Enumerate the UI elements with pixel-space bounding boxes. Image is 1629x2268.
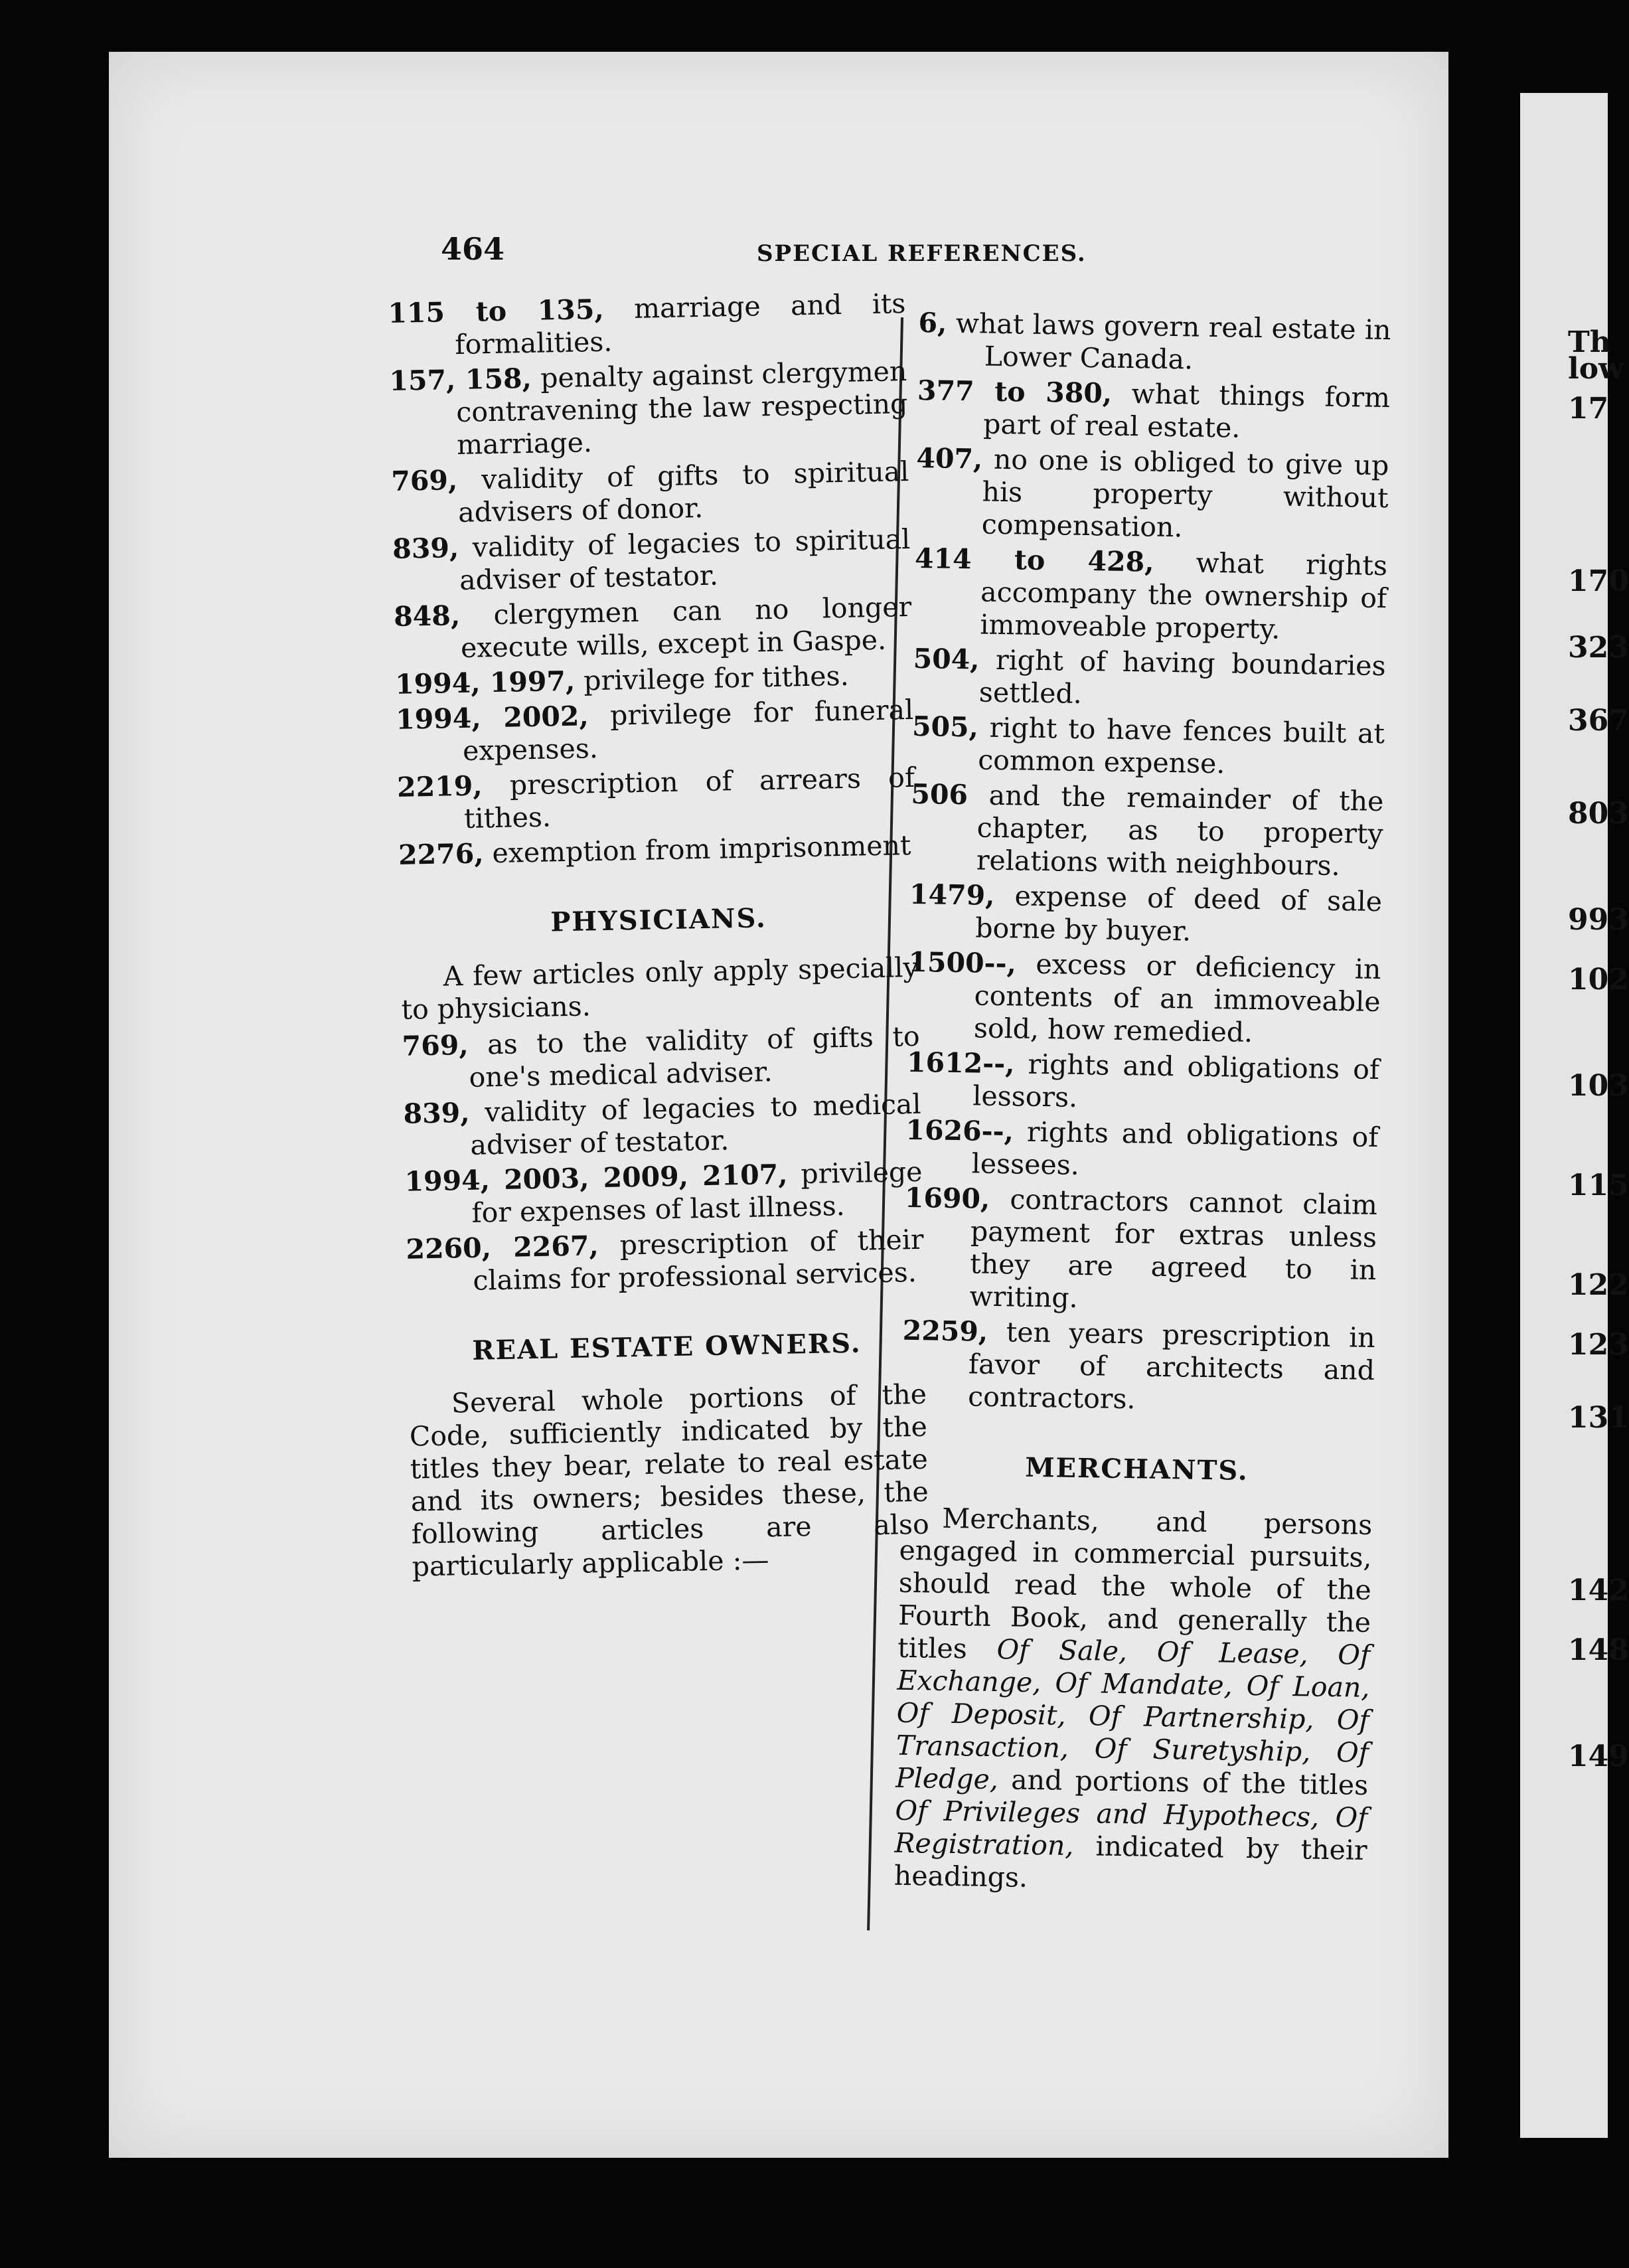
article-number: 848, xyxy=(393,599,461,633)
article-entry xyxy=(397,762,916,837)
article-entry xyxy=(394,591,913,666)
article-number: 407, xyxy=(916,442,983,475)
article-number: 2260, 2267, xyxy=(406,1230,599,1265)
physicians-intro: A few articles only apply specially to physicians. xyxy=(401,951,919,1026)
article-number: 1994, 1997, xyxy=(394,665,576,700)
facing-page-fragment: 367 xyxy=(1568,704,1629,738)
article-description: expense of deed of sale borne by buyer. xyxy=(974,879,1383,947)
article-description: marriage and its formalities. xyxy=(454,287,906,361)
article-entry xyxy=(404,1156,923,1231)
page-number: 464 xyxy=(441,231,505,267)
article-number: 504, xyxy=(913,642,980,676)
facing-page-fragment: 122 xyxy=(1568,1268,1629,1302)
page-header xyxy=(441,231,1105,278)
article-description: validity of gifts to spiritual advisers of donor. xyxy=(457,455,909,529)
facing-page-fragment: Th xyxy=(1568,325,1611,359)
article-entry xyxy=(402,1020,921,1095)
article-description: privilege for funeral expenses. xyxy=(462,693,914,767)
article-number: 769, xyxy=(402,1028,469,1062)
real-estate-intro: Several whole portions of the Code, sufficiently indicated by the titles they bear, relate to real estate and its owners; besides these, the following articles are also particularly applicable :— xyxy=(409,1378,930,1583)
article-description: rights and obligations of lessees. xyxy=(971,1115,1379,1181)
article-entry xyxy=(907,946,1381,1051)
article-entry xyxy=(389,355,909,463)
facing-page-fragment: 142 xyxy=(1568,1574,1629,1607)
left-column xyxy=(388,287,930,1587)
merchants-intro-end: indicated by their headings. xyxy=(893,1830,1367,1894)
article-number: 6, xyxy=(918,307,947,339)
article-description: what rights accompany the ownership of immoveable property. xyxy=(980,546,1388,645)
facing-page-fragment: 323 xyxy=(1568,631,1629,665)
article-number: 115 to 135, xyxy=(388,293,605,329)
running-head: SPECIAL REFERENCES. xyxy=(757,240,1087,267)
article-number: 414 to 428, xyxy=(914,542,1154,578)
article-number: 1500--, xyxy=(908,945,1017,980)
article-entry xyxy=(905,1114,1378,1186)
facing-page-fragment: 131 xyxy=(1568,1401,1629,1435)
facing-page-fragment: 993 xyxy=(1568,903,1629,937)
facing-page-fragment: 149 xyxy=(1568,1740,1629,1773)
article-description: privilege for expenses of last illness. xyxy=(471,1155,923,1229)
article-description: privilege for tithes. xyxy=(574,659,850,697)
article-number: 2259, xyxy=(902,1314,988,1348)
article-entry xyxy=(910,778,1384,883)
article-number: 1994, 2003, 2009, 2107, xyxy=(404,1158,788,1198)
article-description: validity of legacies to medical adviser of testator. xyxy=(469,1088,921,1161)
merchants-titles-2: Of Privileges and Hypothecs, Of Registration, xyxy=(894,1794,1368,1862)
article-description: exemption from imprisonment xyxy=(483,829,911,870)
facing-page-fragment: 102 xyxy=(1568,963,1629,997)
article-description: as to the validity of gifts to one's medical adviser. xyxy=(468,1020,920,1094)
article-entry xyxy=(911,710,1385,783)
article-description: what things form part of real estate. xyxy=(982,377,1391,444)
facing-page-fragment: low xyxy=(1568,352,1624,386)
article-entry xyxy=(906,1046,1379,1119)
section-heading-real-estate: REAL ESTATE OWNERS. xyxy=(471,1327,862,1366)
merchants-intro-start: Merchants, and persons engaged in commercial pursuits, should read the whole of the Fourth Book, and generally the titles xyxy=(897,1502,1373,1665)
article-entry xyxy=(917,374,1390,447)
article-number: 2276, xyxy=(398,837,484,871)
article-number: 1994, 2002, xyxy=(395,700,589,736)
article-entry xyxy=(391,455,910,530)
clergy-article-list xyxy=(388,287,916,872)
real-estate-article-list xyxy=(901,307,1391,1419)
article-description: clergymen can no longer execute wills, except in Gaspe. xyxy=(459,590,912,664)
facing-page-fragment: 115 xyxy=(1568,1169,1629,1202)
article-number: 377 to 380, xyxy=(917,374,1113,410)
article-number: 2219, xyxy=(396,770,483,803)
facing-page-fragment: 148 xyxy=(1568,1633,1629,1667)
article-entry xyxy=(903,1182,1377,1319)
article-description: prescription of arrears of tithes. xyxy=(463,761,915,835)
right-column xyxy=(893,307,1391,1903)
article-entry xyxy=(398,829,917,872)
article-number: 1690, xyxy=(904,1181,990,1215)
article-description: rights and obligations of lessors. xyxy=(972,1048,1380,1113)
article-number: 839, xyxy=(403,1096,470,1130)
article-entry xyxy=(901,1315,1375,1419)
article-number: 769, xyxy=(390,464,458,497)
article-description: ten years prescription in favor of architects and contractors. xyxy=(967,1315,1376,1416)
article-description: right of having boundaries settled. xyxy=(978,643,1386,710)
merchants-intro xyxy=(893,1502,1372,1900)
article-description: prescription of their claims for professional services. xyxy=(472,1223,924,1297)
article-entry xyxy=(392,523,911,598)
article-entry xyxy=(388,287,907,363)
article-number: 1479, xyxy=(909,878,995,912)
article-description: and the remainder of the chapter, as to property relations with neighbours. xyxy=(967,779,1384,882)
article-description: validity of legacies to spiritual adviser of testator. xyxy=(458,523,911,596)
article-entry xyxy=(403,1088,922,1163)
article-entry xyxy=(909,878,1382,951)
article-entry xyxy=(917,307,1391,379)
section-heading-merchants: MERCHANTS. xyxy=(1024,1451,1249,1487)
article-description: excess or deficiency in contents of an immoveable sold, how remedied. xyxy=(973,947,1381,1049)
article-number: 506 xyxy=(911,777,969,811)
article-number: 505, xyxy=(911,710,979,744)
article-entry xyxy=(396,694,915,769)
physicians-article-list xyxy=(402,1020,925,1299)
article-number: 839, xyxy=(392,532,459,565)
section-heading-physicians: PHYSICIANS. xyxy=(550,902,767,938)
article-entry xyxy=(915,442,1389,547)
article-description: contractors cannot claim payment for extras unless they are agreed to in writing. xyxy=(969,1182,1378,1314)
article-description: what laws govern real estate in Lower Canada. xyxy=(947,307,1391,376)
facing-page-fragment: 803 xyxy=(1568,797,1629,831)
article-entry xyxy=(406,1224,925,1299)
facing-page-fragment: 170 xyxy=(1568,564,1629,598)
article-entry xyxy=(913,643,1386,715)
article-description: right to have fences built at common expense. xyxy=(977,711,1385,780)
facing-page-fragment: 123 xyxy=(1568,1328,1629,1362)
article-description: penalty against clergymen contravening the law respecting marriage. xyxy=(455,355,908,461)
merchants-titles: Of Sale, Of Lease, Of Exchange, Of Mandate, Of Loan, Of Deposit, Of Partnership, Of Transaction, Of Suretyship, Of Pledge, xyxy=(895,1633,1371,1796)
article-number: 157, 158, xyxy=(388,362,532,397)
facing-page-fragment: 103 xyxy=(1568,1069,1629,1103)
facing-page-fragment: 17 xyxy=(1568,392,1609,426)
article-number: 1612--, xyxy=(906,1046,1015,1080)
article-description: no one is obliged to give up his property without compensation. xyxy=(981,443,1389,544)
merchants-intro-mid: and portions of the titles xyxy=(1010,1763,1369,1801)
article-entry xyxy=(913,542,1387,647)
article-number: 1626--, xyxy=(905,1113,1014,1148)
